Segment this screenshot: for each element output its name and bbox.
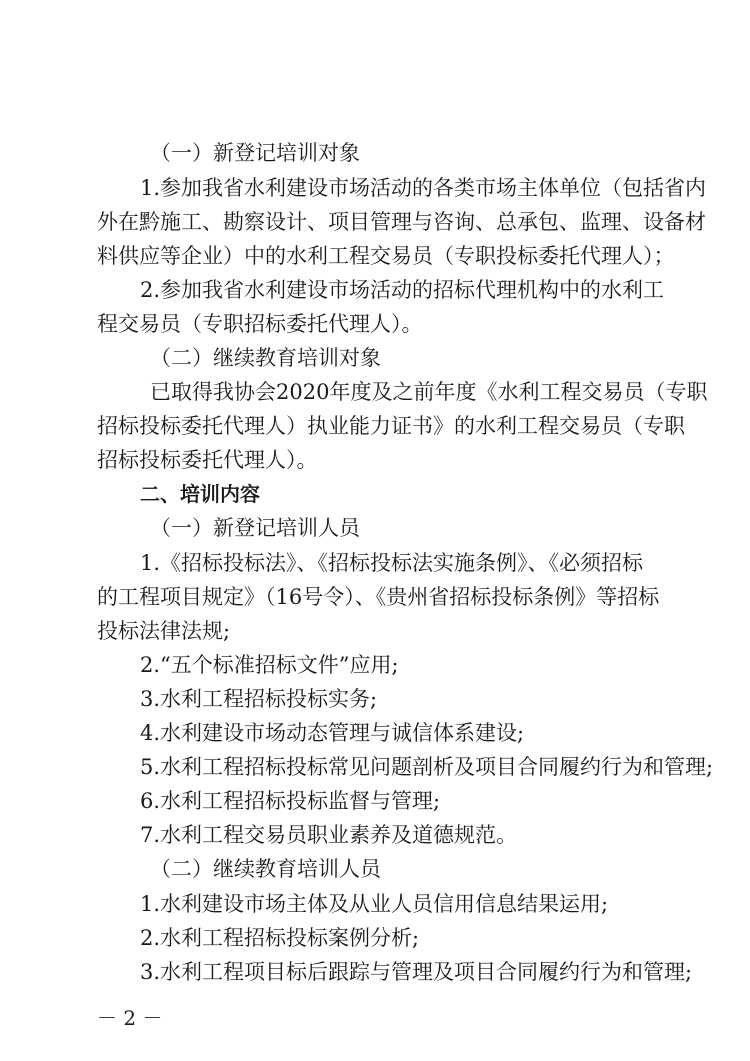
subheading-continuing-education-personnel: （二）继续教育培训人员 — [150, 857, 381, 881]
paragraph-line: 已取得我协会2020年度及之前年度《水利工程交易员（专职 — [150, 380, 708, 404]
paragraph-line: 料供应等企业）中的水利工程交易员（专职投标委托代理人）； — [97, 244, 675, 268]
subheading-new-registration-targets: （一）新登记培训对象 — [150, 141, 360, 165]
paragraph-line: 程交易员（专职招标委托代理人）。 — [97, 312, 423, 336]
list-item: 1.《招标投标法》、《招标投标法实施条例》、《必须招标 — [140, 551, 644, 575]
list-item: 5.水利工程招标投标常见问题剖析及项目合同履约行为和管理; — [140, 755, 714, 779]
subheading-new-registration-personnel: （一）新登记培训人员 — [150, 516, 360, 540]
list-item: 2.水利工程招标投标案例分析; — [140, 926, 420, 950]
list-item: 1.水利建设市场主体及从业人员信用信息结果运用; — [140, 892, 609, 916]
page-number: － 2 － — [97, 1006, 163, 1030]
subheading-continuing-education-targets: （二）继续教育培训对象 — [150, 346, 381, 370]
list-item: 3.水利工程项目标后跟踪与管理及项目合同履约行为和管理; — [140, 960, 693, 984]
list-item: 3.水利工程招标投标实务; — [140, 687, 378, 711]
paragraph-line: 招标投标委托代理人）执业能力证书》的水利工程交易员（专职 — [97, 414, 685, 438]
paragraph-line: 1.参加我省水利建设市场活动的各类市场主体单位（包括省内 — [140, 176, 707, 200]
list-item-continuation: 的工程项目规定》（16号令）、《贵州省招标投标条例》等招标 — [97, 585, 660, 609]
paragraph-line: 招标投标委托代理人）。 — [97, 448, 318, 472]
list-item-continuation: 投标法律法规; — [97, 619, 231, 643]
paragraph-line: 2.参加我省水利建设市场活动的招标代理机构中的水利工 — [140, 278, 665, 302]
paragraph-line: 外在黔施工、勘察设计、项目管理与咨询、总承包、监理、设备材 — [97, 210, 706, 234]
list-item: 7.水利工程交易员职业素养及道德规范。 — [140, 823, 518, 847]
list-item: 6.水利工程招标投标监督与管理; — [140, 789, 441, 813]
list-item: 4.水利建设市场动态管理与诚信体系建设; — [140, 721, 525, 745]
list-item: 2.“五个标准招标文件”应用; — [140, 653, 399, 677]
section-heading-training-content: 二、培训内容 — [140, 482, 260, 506]
